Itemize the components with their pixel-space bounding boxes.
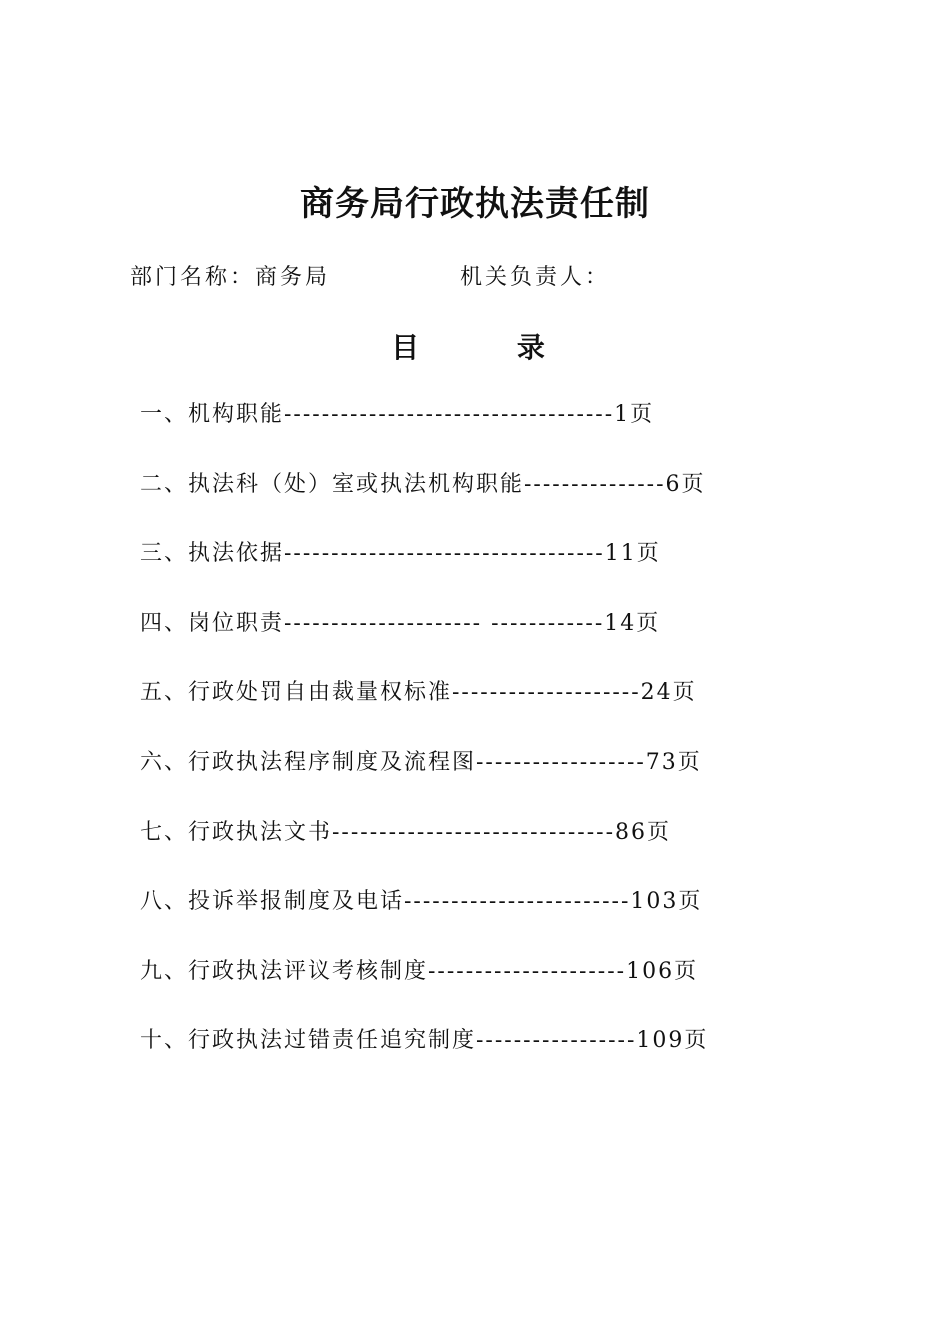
toc-item: 九、行政执法评议考核制度---------------------106页 [140,958,699,984]
document-title: 商务局行政执法责任制 [300,184,650,224]
toc-heading: 目 录 [391,331,589,364]
toc-item: 六、行政执法程序制度及流程图------------------73页 [140,749,702,775]
toc-item: 四、岗位职责--------------------- ------------14页 [140,610,661,636]
agency-head: 机关负责人： [460,265,611,290]
toc-item: 三、执法依据----------------------------------11页 [140,541,661,567]
table-of-contents [140,393,830,1089]
toc-item: 十、行政执法过错责任追究制度-----------------109页 [140,1028,709,1054]
toc-item: 一、机构职能-----------------------------------1页 [140,402,655,427]
department-name: 部门名称：商务局 [130,265,331,290]
toc-item: 二、执法科（处）室或执法机构职能---------------6页 [140,471,706,497]
toc-item: 八、投诉举报制度及电话------------------------103页 [140,889,703,915]
toc-item: 五、行政处罚自由裁量权标准--------------------24页 [140,680,697,706]
toc-item: 七、行政执法文书------------------------------86页 [140,819,672,845]
